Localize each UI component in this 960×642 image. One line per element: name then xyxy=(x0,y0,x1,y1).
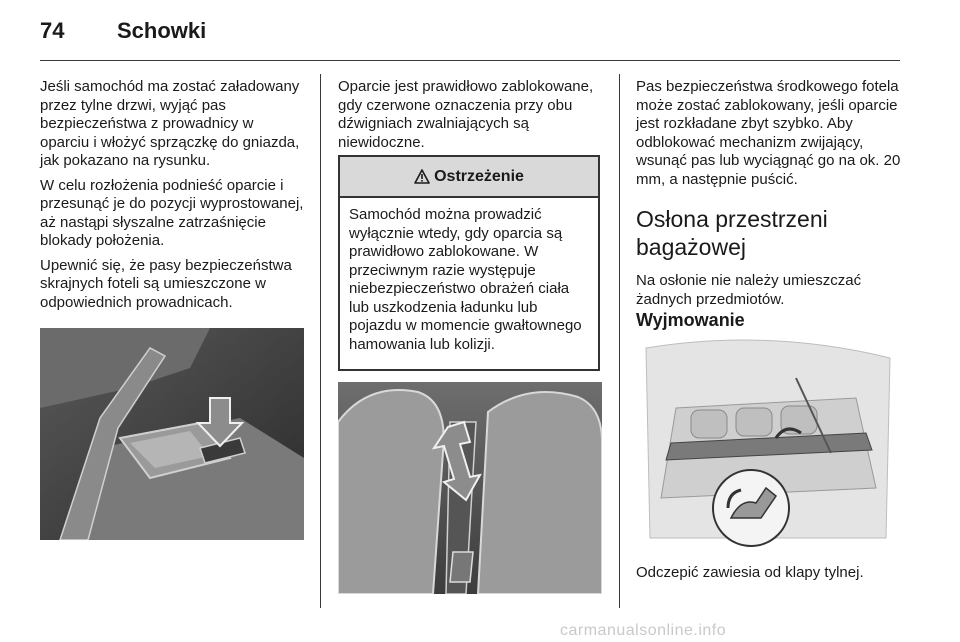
figure-luggage-cover xyxy=(636,338,900,550)
column-3 xyxy=(636,78,902,195)
column-divider-2 xyxy=(619,74,620,608)
page-number: 74 xyxy=(40,18,65,43)
warning-body: Samochód można prowadzić wyłącznie wtedy, gdy oparcia są prawidłowo zablokowane. W przeciwnym razie występuje niebezpieczeństwo obrażeń ciała lub uszkodzenia ładunku lub pojazdu w momencie gwałtownego hamowania lub kolizji. xyxy=(349,206,582,353)
watermark: carmanualsonline.info xyxy=(560,622,727,639)
column-2 xyxy=(338,78,606,158)
header-rule xyxy=(40,60,900,61)
paragraph-detach-straps: Odczepić zawiesia od klapy tylnej. xyxy=(636,564,864,581)
column-1 xyxy=(40,78,306,318)
paragraph-loading: Jeśli samochód ma zostać załadowany przez tylne drzwi, wyjąć pas bezpieczeństwa z prowadnicy w oparciu i włożyć sprzączkę do gniazda, jak pokazano na rysunku. xyxy=(40,78,300,169)
warning-title: Ostrzeżenie xyxy=(434,167,524,185)
paragraph-lock-indicator: Oparcie jest prawidłowo zablokowane, gdy czerwone oznaczenia przy obu dźwigniach zwalniających są niewidoczne. xyxy=(338,78,594,151)
section-heading-line-1: Osłona przestrzeni xyxy=(636,206,828,232)
subheading-removal: Wyjmowanie xyxy=(636,310,745,330)
figure-seatbelt-retractor xyxy=(338,382,602,594)
section-heading-line-2: bagażowej xyxy=(636,234,746,260)
warning-box xyxy=(338,155,600,371)
section-heading xyxy=(636,205,906,261)
paragraph-cover-note: Na osłonie nie należy umieszczać żadnych przedmiotów. xyxy=(636,272,862,308)
paragraph-retractor-unlock: Pas bezpieczeństwa środkowego fotela może zostać zablokowany, jeśli oparcie jest rozkładane zbyt szybko. Aby odblokować mechanizm zwijający, wsunąć pas lub wyciągnąć go na ok. 20 mm, a następnie puścić. xyxy=(636,78,901,188)
figure-belt-buckle xyxy=(40,328,304,540)
paragraph-belts: Upewnić się, że pasy bezpieczeństwa skrajnych foteli są umieszczone w odpowiednich prowadnicach. xyxy=(40,256,292,311)
column-divider-1 xyxy=(320,74,321,608)
page-title: Schowki xyxy=(117,18,207,43)
warning-header xyxy=(340,157,598,198)
warning-triangle-icon xyxy=(414,169,430,184)
paragraph-unfold: W celu rozłożenia podnieść oparcie i przesunąć je do pozycji wyprostowanej, aż nastąpi słyszalne zatrzaśnięcie blokady położenia. xyxy=(40,176,304,249)
